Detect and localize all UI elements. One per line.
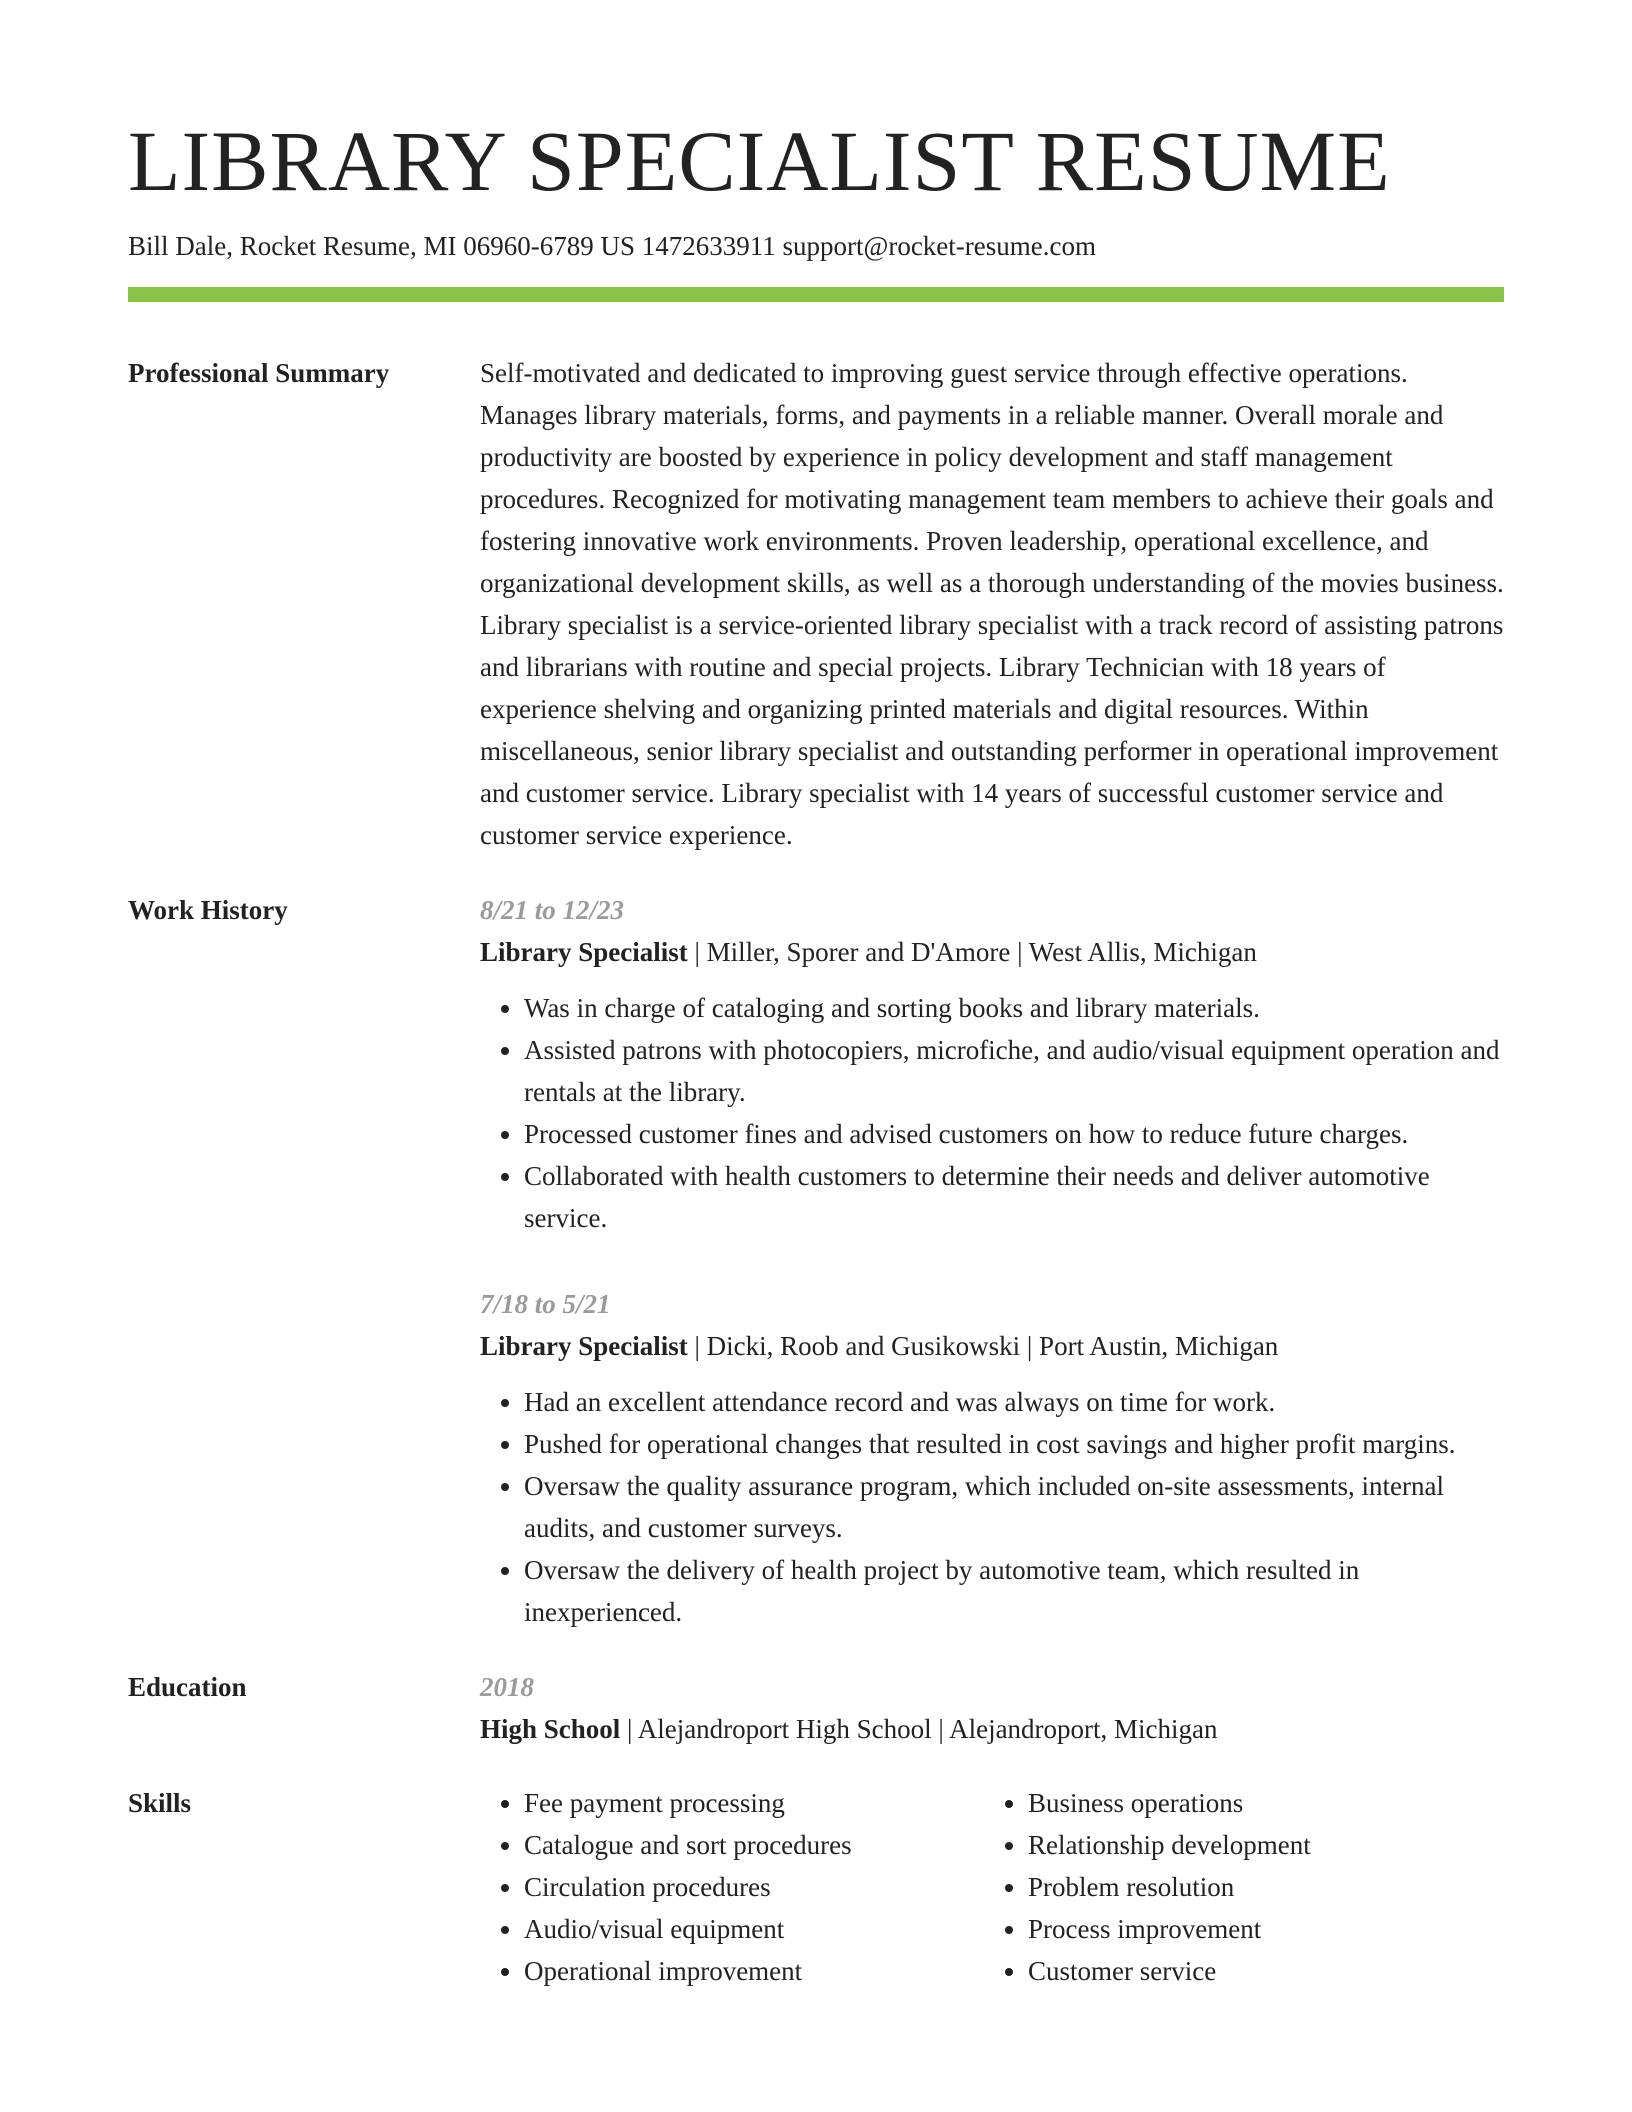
job-entry [480,1283,1504,1633]
education-degree: High School [480,1713,621,1744]
summary-text: Self-motivated and dedicated to improving guest service through effective operations. Manages library materials, forms, and payments in a reliable manner. Overall morale and productivity are boosted by experience in policy development and staff management procedures. Recognized for motivating management team members to achieve their goals and fostering innovative work environments. Proven leadership, operational excellence, and organizational development skills, as well as a thorough understanding of the movies business. Library specialist is a service-oriented library specialist with a track record of assisting patrons and librarians with routine and special projects. Library Technician with 18 years of experience shelving and organizing printed materials and digital resources. Within miscellaneous, senior library specialist and outstanding performer in operational improvement and customer service. Library specialist with 14 years of successful customer service and customer service experience. [480,357,1504,850]
job-heading [480,1325,1504,1367]
job-details: | Dicki, Roob and Gusikowski | Port Austin, Michigan [687,1330,1279,1361]
education-body [480,1666,1504,1750]
contact-name: Bill Dale, [128,231,233,262]
skills-column-right [984,1782,1311,1992]
job-bullets [480,987,1504,1239]
skill-item: • Customer service [1028,1950,1311,1992]
section-label: Skills [128,1787,192,1818]
skill-item: • Audio/visual equipment [524,1908,984,1950]
list-item: • Oversaw the delivery of health project by automotive team, which resulted in inexperienced. [524,1549,1504,1633]
header-divider [128,287,1504,302]
contact-email: support@rocket-resume.com [782,231,1096,262]
skill-item: • Catalogue and sort procedures [524,1824,984,1866]
skills-body [480,1782,1504,1992]
job-date: 8/21 to 12/23 [480,894,625,925]
section-work-history [128,889,1504,1633]
skills-grid [480,1782,1504,1992]
contact-state-zip: MI 06960-6789 [423,231,594,262]
contact-phone: 1472633911 [641,231,776,262]
section-skills [128,1782,1504,1992]
list-item: • Pushed for operational changes that resulted in cost savings and higher profit margins. [524,1423,1504,1465]
list-item: • Had an excellent attendance record and was always on time for work. [524,1381,1504,1423]
education-date: 2018 [480,1671,534,1702]
job-bullets [480,1381,1504,1633]
skill-item: • Circulation procedures [524,1866,984,1908]
skill-item: • Operational improvement [524,1950,984,1992]
contact-city: Rocket Resume, [239,231,417,262]
skill-item: • Relationship development [1028,1824,1311,1866]
job-entry [480,889,1504,1239]
section-education [128,1666,1504,1750]
section-professional-summary [128,352,1504,856]
list-item: • Processed customer fines and advised customers on how to reduce future charges. [524,1113,1504,1155]
skill-item: • Fee payment processing [524,1782,984,1824]
work-history-body [480,889,1504,1633]
education-heading [480,1708,1504,1750]
job-heading [480,931,1504,973]
skills-column-left [480,1782,984,1992]
job-title: Library Specialist [480,936,688,967]
job-title: Library Specialist [480,1330,688,1361]
list-item: • Was in charge of cataloging and sorting books and library materials. [524,987,1504,1029]
list-item: • Assisted patrons with photocopiers, microfiche, and audio/visual equipment operation and rentals at the library. [524,1029,1504,1113]
section-label: Work History [128,894,288,925]
summary-body [480,352,1504,856]
list-item: • Oversaw the quality assurance program, which included on-site assessments, internal audits, and customer surveys. [524,1465,1504,1549]
page-title: LIBRARY SPECIALIST RESUME [128,113,1391,209]
job-details: | Miller, Sporer and D'Amore | West Allis, Michigan [687,936,1257,967]
skill-item: • Process improvement [1028,1908,1311,1950]
section-label: Education [128,1671,247,1702]
job-date: 7/18 to 5/21 [480,1288,611,1319]
section-label: Professional Summary [128,357,390,388]
contact-country: US [600,231,635,262]
list-item: • Collaborated with health customers to determine their needs and deliver automotive service. [524,1155,1504,1239]
skill-item: • Problem resolution [1028,1866,1311,1908]
skill-item: • Business operations [1028,1782,1311,1824]
education-details: | Alejandroport High School | Alejandroport, Michigan [620,1713,1218,1744]
contact-info [128,230,1504,262]
